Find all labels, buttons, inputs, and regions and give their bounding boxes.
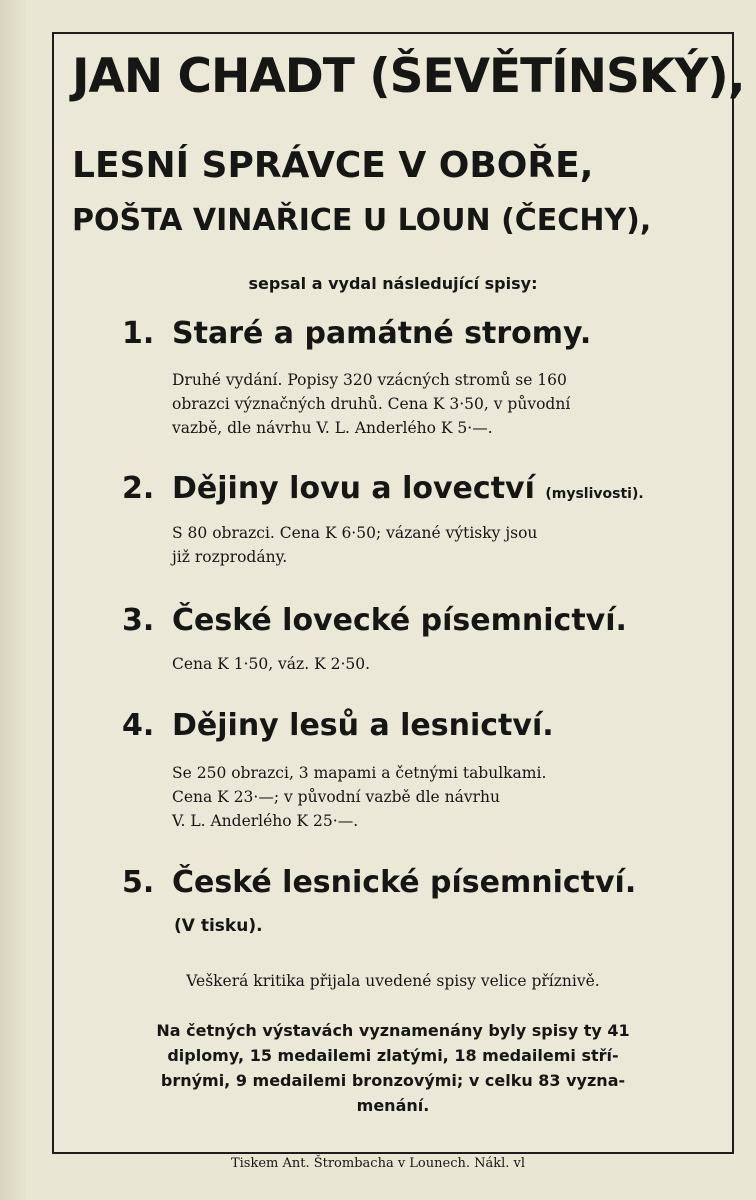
- book-subtitle: (myslivosti).: [545, 486, 644, 502]
- awards-line: diplomy, 15 medailemi zlatými, 18 medailemi stří-: [167, 1046, 619, 1065]
- book-number: 2.: [122, 471, 155, 506]
- awards-line: Na četných výstavách vyznamenány byly spisy ty 41: [156, 1021, 630, 1040]
- description-line: Druhé vydání. Popisy 320 vzácných stromů se 160: [172, 371, 567, 389]
- description-line: (V tisku).: [174, 916, 263, 936]
- book-title-3: [122, 604, 627, 637]
- book-number: 5.: [122, 865, 155, 900]
- description-line: V. L. Anderlého K 25·—.: [172, 812, 359, 830]
- book-title-4: [122, 709, 554, 742]
- book-number: 1.: [122, 316, 155, 351]
- book-number: 3.: [122, 603, 155, 638]
- book-title-1: [122, 317, 591, 350]
- author-heading: JAN CHADT (ŠEVĚTÍNSKÝ),: [72, 49, 745, 104]
- book-title-text: Staré a památné stromy.: [172, 316, 592, 351]
- advertisement-frame: [52, 32, 745, 1154]
- book-title-text: České lesnické písemnictví.: [172, 865, 637, 900]
- critics-note: Veškerá kritika přijala uvedené spisy velice příznivě.: [186, 972, 600, 990]
- description-line: Cena K 23·—; v původní vazbě dle návrhu: [172, 788, 500, 806]
- book-title-text: České lovecké písemnictví.: [172, 603, 627, 638]
- book-description-3: [172, 652, 642, 676]
- intro-line: sepsal a vydal následující spisy:: [248, 274, 538, 293]
- book-description-5: [174, 914, 644, 938]
- book-number: 4.: [122, 708, 155, 743]
- awards-paragraph: [72, 1018, 714, 1118]
- printer-imprint: Tiskem Ant. Štrombacha v Lounech. Nákl. vl: [230, 1156, 526, 1171]
- book-title-text: Dějiny lovu a lovectví: [172, 471, 535, 506]
- book-description-1: [172, 368, 642, 440]
- description-line: S 80 obrazci. Cena K 6·50; vázané výtisky jsou: [172, 524, 538, 542]
- author-position: LESNÍ SPRÁVCE V OBOŘE,: [72, 145, 594, 186]
- description-line: vazbě, dle návrhu V. L. Anderlého K 5·—.: [172, 419, 493, 437]
- book-title-2: [122, 472, 644, 505]
- description-line: Cena K 1·50, váz. K 2·50.: [172, 655, 371, 673]
- page-edge: [0, 0, 26, 1200]
- book-title-5: [122, 866, 636, 899]
- description-line: obrazci význačných druhů. Cena K 3·50, v původní: [172, 395, 571, 413]
- awards-line: brnými, 9 medailemi bronzovými; v celku 83 vyzna-: [160, 1071, 626, 1090]
- book-description-4: [172, 761, 642, 833]
- description-line: Se 250 obrazci, 3 mapami a četnými tabulkami.: [172, 764, 547, 782]
- description-line: již rozprodány.: [172, 548, 288, 566]
- awards-line: menání.: [356, 1096, 430, 1115]
- book-title-text: Dějiny lesů a lesnictví.: [172, 708, 554, 743]
- book-description-2: [172, 521, 642, 569]
- author-address: POŠTA VINAŘICE U LOUN (ČECHY),: [72, 203, 652, 238]
